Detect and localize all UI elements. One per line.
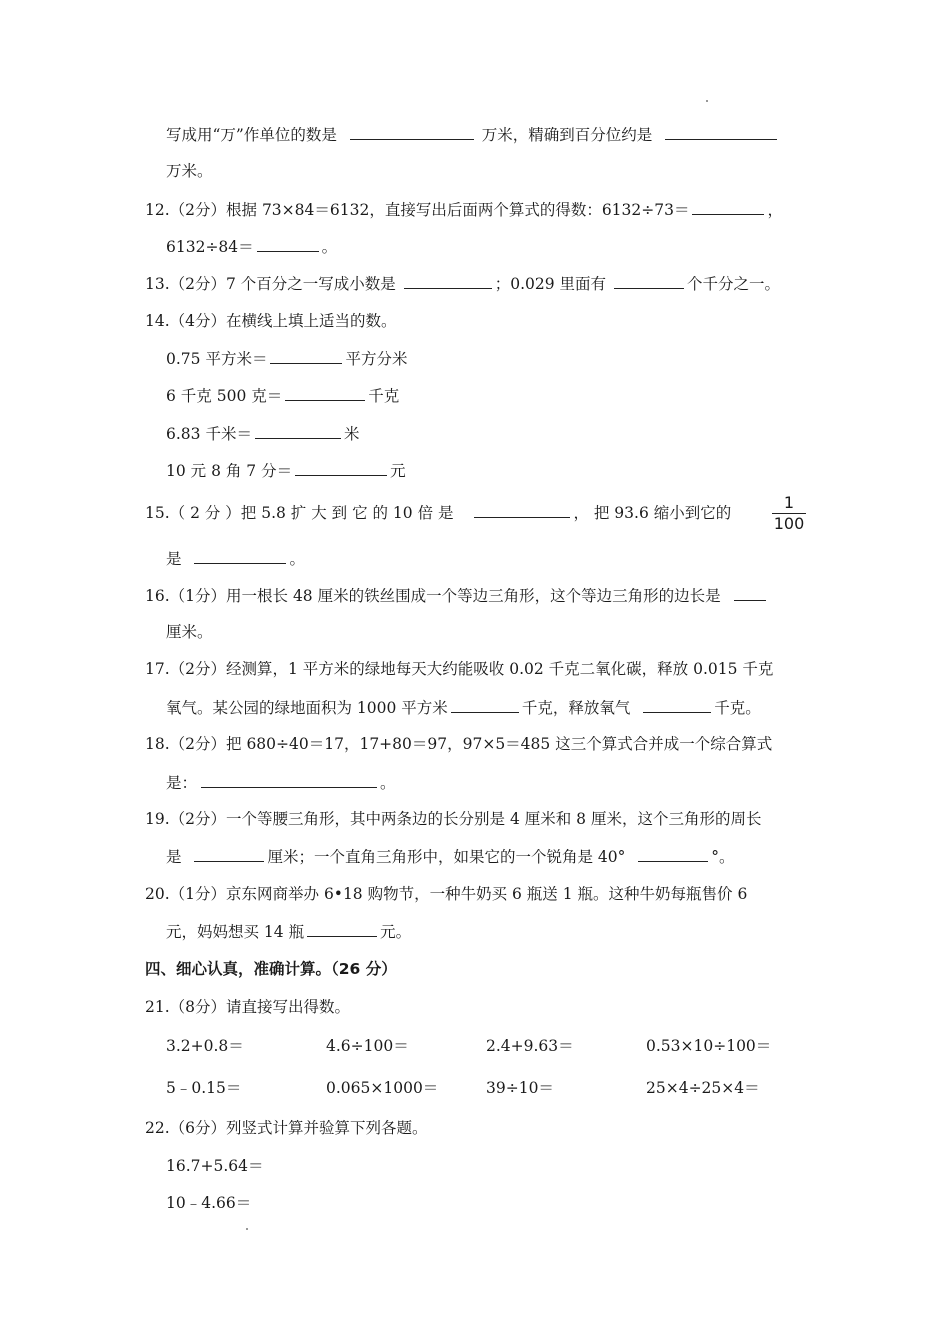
q15-fraction: [772, 494, 806, 533]
q11-text: 写成用“万”作单位的数是: [166, 126, 337, 144]
q14-blank-3[interactable]: [255, 422, 341, 439]
q12-blank-2[interactable]: [257, 235, 319, 252]
q14-row-left: 0.75 平方米＝: [166, 350, 268, 368]
q17-line1: 17.（2分）经测算，1 平方米的绿地每天大约能吸收 0.02 千克二氧化碳，释放 0.015 千克: [145, 660, 774, 678]
q17-part-d: 千克。: [714, 699, 761, 717]
q11-unit: 万米，精确到百分位约是: [481, 126, 653, 144]
q14-row-left: 6 千克 500 克＝: [166, 387, 283, 405]
q15-line2: [166, 547, 305, 570]
q12-end: 。: [321, 238, 338, 256]
q21-item: 4.6÷100＝: [326, 1037, 409, 1055]
q20-part-c: 元。: [380, 923, 412, 941]
q20-blank[interactable]: [307, 920, 377, 937]
fraction-numerator: 1: [783, 493, 795, 512]
q15-part-c: 是: [166, 550, 182, 568]
q15-part-d: 。: [289, 550, 305, 568]
q21-item: 0.53×10÷100＝: [646, 1037, 772, 1055]
q17-part-c: 千克，释放氧气: [521, 699, 631, 717]
q13-part-a: 13.（2分）7 个百分之一写成小数是: [145, 275, 396, 293]
q12-line2: [166, 235, 337, 258]
q14-title: 14.（4分）在横线上填上适当的数。: [145, 312, 397, 330]
scan-dot: [246, 1228, 248, 1230]
q18-blank[interactable]: [201, 771, 377, 788]
q15-line1: [145, 501, 731, 524]
q12-text: 12.（2分）根据 73×84＝6132，直接写出后面两个算式的得数：6132÷73＝: [145, 201, 690, 219]
q19-line1: 19.（2分）一个等腰三角形，其中两条边的长分别是 4 厘米和 8 厘米，这个三角形的周长: [145, 810, 762, 828]
q15-blank-1[interactable]: [474, 501, 570, 518]
q14-row-4: [166, 459, 406, 482]
q13-blank-2[interactable]: [614, 272, 684, 289]
q17-blank-1[interactable]: [451, 696, 519, 713]
q20-line1: 20.（1分）京东网商举办 6•18 购物节，一种牛奶买 6 瓶送 1 瓶。这种牛奶每瓶售价 6: [145, 885, 748, 903]
q14-row-right: 元: [390, 462, 406, 480]
q21-item: 3.2+0.8＝: [166, 1037, 244, 1055]
q11-continuation-line2: [166, 160, 213, 182]
q14-blank-4[interactable]: [295, 459, 387, 476]
q20-part-b: 元，妈妈想买 14 瓶: [166, 923, 305, 941]
q22-title: 22.（6分）列竖式计算并验算下列各题。: [145, 1119, 428, 1137]
q21-item: 25×4÷25×4＝: [646, 1079, 760, 1097]
q15-part-a: 15.（ 2 分 ）把 5.8 扩 大 到 它 的 10 倍 是: [145, 504, 454, 522]
q21-item: 0.065×1000＝: [326, 1079, 439, 1097]
q17-line2: [166, 696, 761, 719]
q11-blank-2[interactable]: [665, 123, 777, 140]
q19-blank-2[interactable]: [638, 845, 708, 862]
q18-part-c: 。: [380, 774, 396, 792]
q18-part-b: 是：: [166, 774, 198, 792]
q13-blank-1[interactable]: [404, 272, 492, 289]
q14-row-3: [166, 422, 359, 445]
q16-part-a: 16.（1分）用一根长 48 厘米的铁丝围成一个等边三角形，这个等边三角形的边长是: [145, 587, 721, 605]
q22-item-2: 10﹣4.66＝: [166, 1194, 252, 1212]
q16-line2: 厘米。: [166, 623, 213, 641]
q18-line1: 18.（2分）把 680÷40＝17，17+80＝97，97×5＝485 这三个算式合并成一个综合算式: [145, 735, 773, 753]
q14-row-1: [166, 347, 407, 370]
q14-row-2: [166, 384, 399, 407]
q19-line2: [166, 845, 735, 868]
q20-line2: [166, 920, 411, 943]
q12-expr2: 6132÷84＝: [166, 238, 254, 256]
q18-line2: [166, 771, 396, 794]
q14-row-left: 6.83 千米＝: [166, 425, 252, 443]
q13-line: [145, 272, 780, 295]
q11-continuation-line1: [166, 123, 780, 146]
q14-blank-2[interactable]: [285, 384, 365, 401]
q15-part-b: ， 把 93.6 缩小到它的: [573, 504, 732, 522]
scan-dot: [706, 100, 708, 102]
q14-row-right: 平方分米: [345, 350, 408, 368]
q16-line1: [145, 584, 769, 607]
q19-part-b: 是: [166, 848, 182, 866]
section-4-heading: 四、细心认真，准确计算。（26 分）: [145, 960, 397, 978]
q11-blank-1[interactable]: [350, 123, 474, 140]
q14-row-right: 米: [343, 425, 360, 443]
q12-comma: ，: [767, 201, 783, 219]
q13-part-b: ；0.029 里面有: [494, 275, 607, 293]
q19-part-c: 厘米；一个直角三角形中，如果它的一个锐角是 40°: [267, 848, 626, 866]
q15-blank-2[interactable]: [194, 547, 286, 564]
q21-title: 21.（8分）请直接写出得数。: [145, 998, 351, 1016]
fraction-denominator: 100: [773, 514, 805, 533]
q19-part-d: °。: [711, 848, 735, 866]
q21-item: 2.4+9.63＝: [486, 1037, 574, 1055]
q11-unit-2: 万米。: [166, 162, 213, 180]
q14-row-left: 10 元 8 角 7 分＝: [166, 462, 293, 480]
q16-blank[interactable]: [734, 584, 766, 601]
q19-blank-1[interactable]: [194, 845, 264, 862]
q14-row-right: 千克: [368, 387, 400, 405]
q21-item: 39÷10＝: [486, 1079, 554, 1097]
q12-line1: [145, 198, 783, 221]
q13-part-c: 个千分之一。: [687, 275, 781, 293]
q21-item: 5﹣0.15＝: [166, 1079, 242, 1097]
q17-part-b: 氧气。某公园的绿地面积为 1000 平方米: [166, 699, 448, 717]
q17-blank-2[interactable]: [643, 696, 711, 713]
q22-item-1: 16.7+5.64＝: [166, 1157, 264, 1175]
q12-blank-1[interactable]: [692, 198, 764, 215]
q14-blank-1[interactable]: [270, 347, 342, 364]
